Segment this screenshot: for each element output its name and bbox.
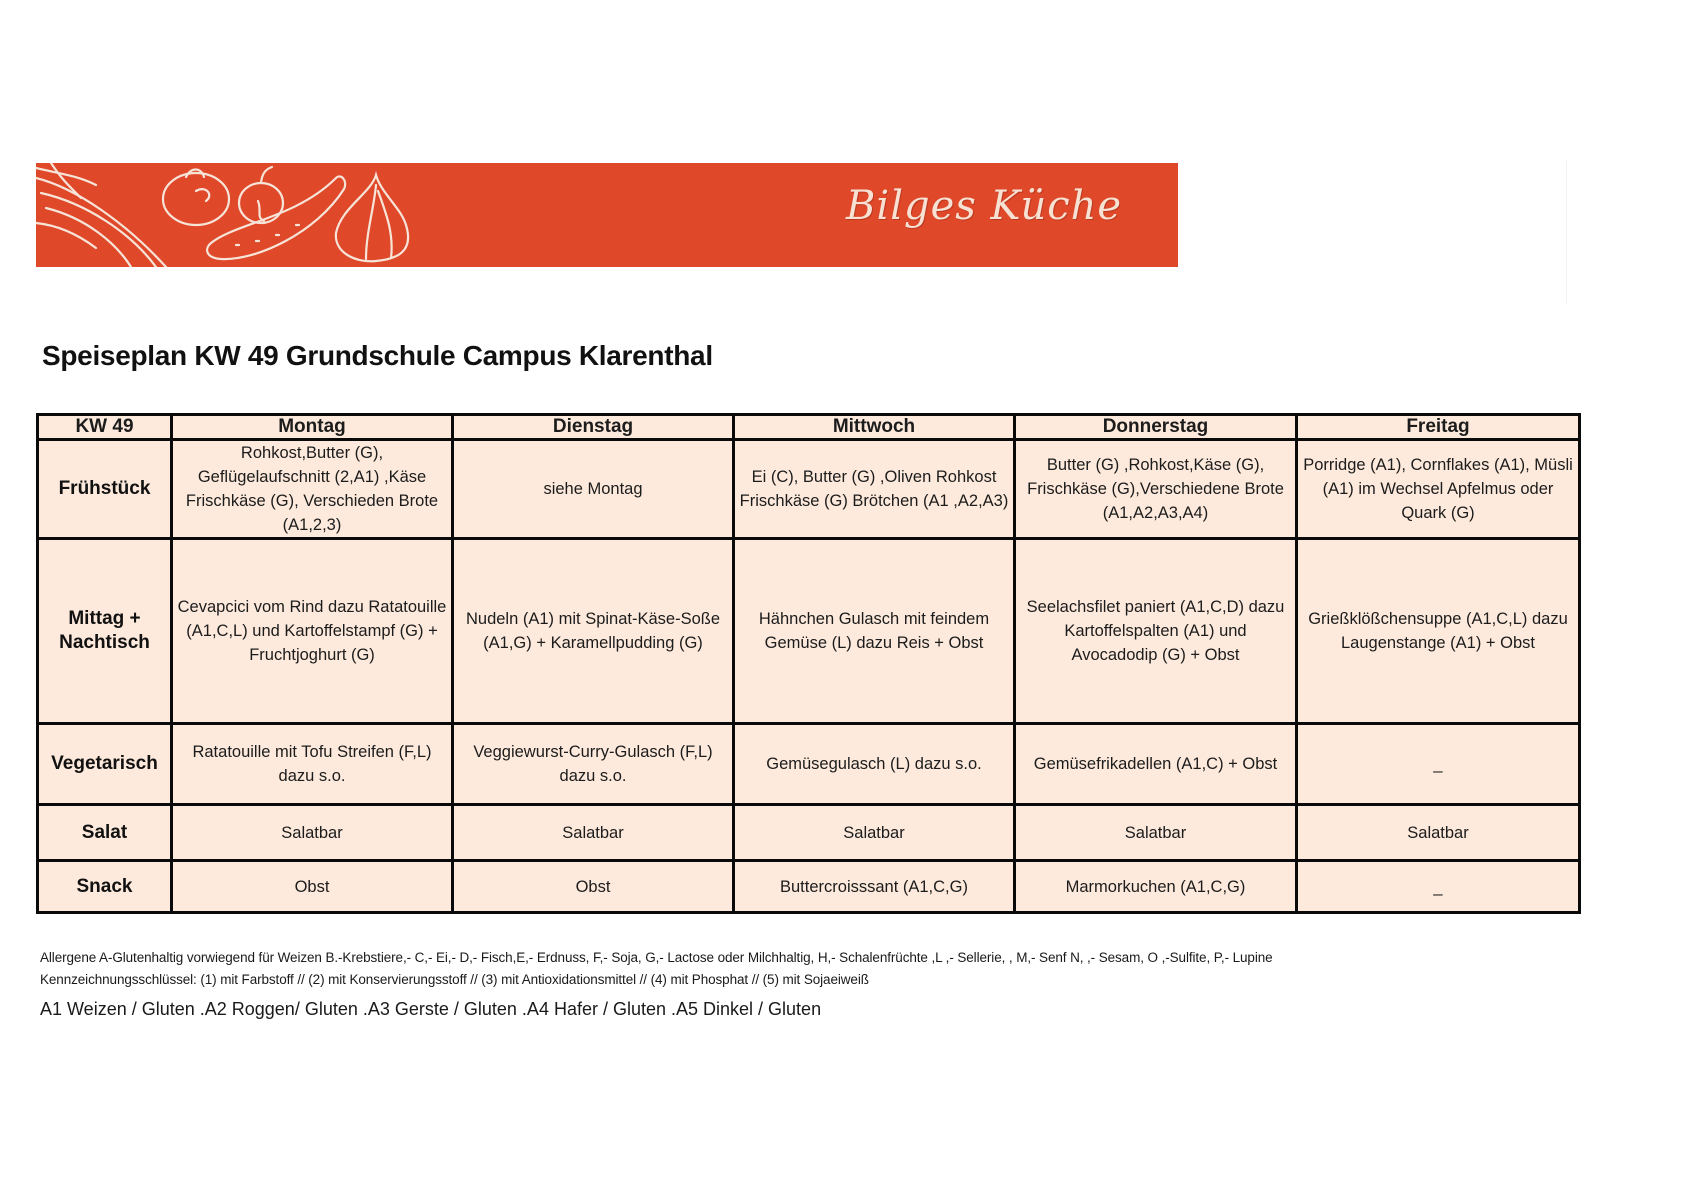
menu-cell: Hähnchen Gulasch mit feindem Gemüse (L) dazu Reis + Obst [734, 539, 1015, 724]
menu-cell: Obst [453, 861, 734, 913]
table-row-salat [38, 805, 1580, 861]
menu-cell: Gemüsegulasch (L) dazu s.o. [734, 724, 1015, 805]
additive-key: Kennzeichnungsschlüssel: (1) mit Farbstoff // (2) mit Konservierungsstoff // (3) mit Antioxidationsmittel // (4) mit Phosphat // (5) mit Sojaeiweiß [40, 972, 869, 987]
menu-cell: Salatbar [172, 805, 453, 861]
menu-table [36, 413, 1581, 914]
menu-cell: Nudeln (A1) mit Spinat-Käse-Soße (A1,G) + Karamellpudding (G) [453, 539, 734, 724]
row-label: Vegetarisch [38, 724, 172, 805]
row-label: Salat [38, 805, 172, 861]
vegetable-illustration [36, 163, 416, 267]
menu-cell: siehe Montag [453, 440, 734, 539]
day-header-donnerstag: Donnerstag [1015, 415, 1297, 440]
menu-cell: Cevapcici vom Rind dazu Ratatouille (A1,C,L) und Kartoffelstampf (G) + Fruchtjoghurt (G) [172, 539, 453, 724]
table-row-snack [38, 861, 1580, 913]
allergen-legend: Allergene A-Glutenhaltig vorwiegend für Weizen B.-Krebstiere,- C,- Ei,- D,- Fisch,E,- Erdnuss, F,- Soja, G,- Lactose oder Milchhaltig, H,- Schalenfrüchte ,L ,- Sellerie, , M,- Senf N, ,- Sesam, O ,-Sulfite, P,- Lupine [40, 950, 1273, 965]
menu-cell: Rohkost,Butter (G), Geflügelaufschnitt (2,A1) ,Käse Frischkäse (G), Verschieden Brote (A1,2,3) [172, 440, 453, 539]
row-label: Frühstück [38, 440, 172, 539]
menu-cell: _ [1297, 724, 1580, 805]
decorative-divider [1566, 160, 1567, 305]
menu-cell: Ei (C), Butter (G) ,Oliven Rohkost Frischkäse (G) Brötchen (A1 ,A2,A3) [734, 440, 1015, 539]
week-label: KW 49 [38, 415, 172, 440]
menu-cell: Veggiewurst-Curry-Gulasch (F,L) dazu s.o. [453, 724, 734, 805]
header-banner [36, 163, 1178, 267]
day-header-dienstag: Dienstag [453, 415, 734, 440]
row-label: Mittag + Nachtisch [38, 539, 172, 724]
table-header-row [38, 415, 1580, 440]
table-row-mittag [38, 539, 1580, 724]
menu-cell: Salatbar [1297, 805, 1580, 861]
menu-cell: Butter (G) ,Rohkost,Käse (G), Frischkäse (G),Verschiedene Brote (A1,A2,A3,A4) [1015, 440, 1297, 539]
menu-cell: Porridge (A1), Cornflakes (A1), Müsli (A1) im Wechsel Apfelmus oder Quark (G) [1297, 440, 1580, 539]
gluten-legend: A1 Weizen / Gluten .A2 Roggen/ Gluten .A3 Gerste / Gluten .A4 Hafer / Gluten .A5 Dinkel / Gluten [40, 999, 822, 1019]
table-row-fruehstueck [38, 440, 1580, 539]
menu-cell: _ [1297, 861, 1580, 913]
menu-cell: Marmorkuchen (A1,C,G) [1015, 861, 1297, 913]
row-label: Snack [38, 861, 172, 913]
menu-cell: Gemüsefrikadellen (A1,C) + Obst [1015, 724, 1297, 805]
day-header-montag: Montag [172, 415, 453, 440]
menu-cell: Grießklößchensuppe (A1,C,L) dazu Laugenstange (A1) + Obst [1297, 539, 1580, 724]
day-header-freitag: Freitag [1297, 415, 1580, 440]
menu-cell: Salatbar [453, 805, 734, 861]
menu-cell: Seelachsfilet paniert (A1,C,D) dazu Kartoffelspalten (A1) und Avocadodip (G) + Obst [1015, 539, 1297, 724]
menu-cell: Obst [172, 861, 453, 913]
menu-cell: Buttercroisssant (A1,C,G) [734, 861, 1015, 913]
brand-logo-text: Bilges Küche [846, 183, 1123, 229]
page-title: Speiseplan KW 49 Grundschule Campus Klarenthal [42, 340, 713, 371]
menu-cell: Salatbar [734, 805, 1015, 861]
menu-cell: Ratatouille mit Tofu Streifen (F,L) dazu s.o. [172, 724, 453, 805]
table-row-vegetarisch [38, 724, 1580, 805]
menu-cell: Salatbar [1015, 805, 1297, 861]
day-header-mittwoch: Mittwoch [734, 415, 1015, 440]
